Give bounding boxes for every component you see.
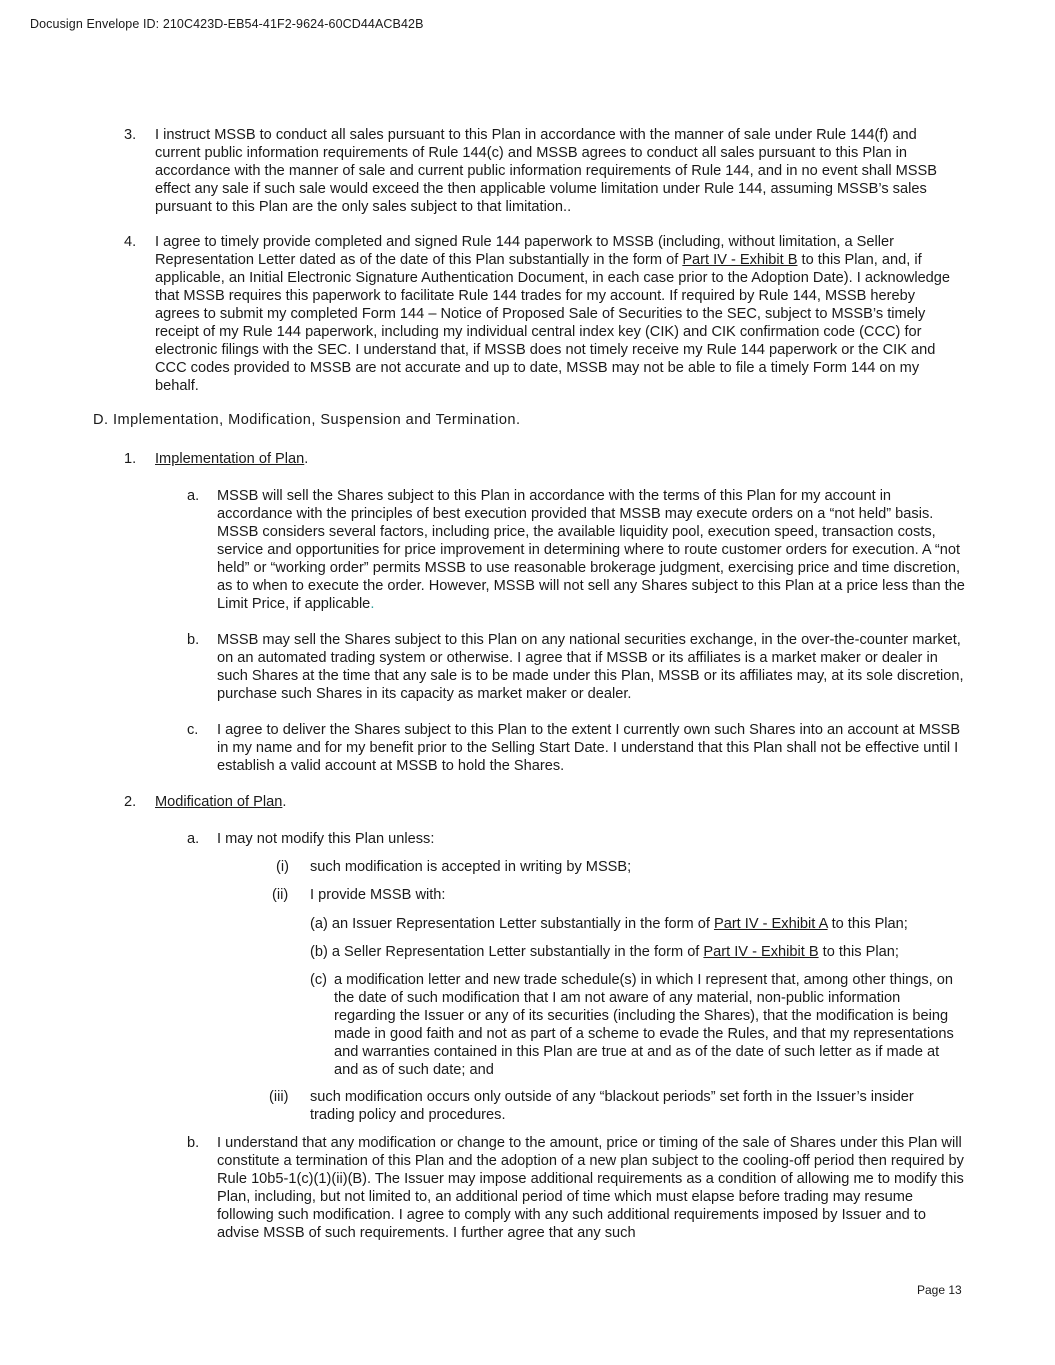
paragraph: I may not modify this Plan unless: <box>217 831 435 847</box>
item-label: (i) <box>276 859 289 875</box>
paragraph <box>155 233 963 395</box>
paragraph: I understand that any modification or change to the amount, price or timing of the sale of Shares under this Plan will constitute a termination of this Plan and the adoption of a new plan subject to the cooling-off period then required by Rule 10b5-1(c)(1)(ii)(B). The Issuer may impose additional requirements as a condition of allowing me to modify this Plan, including, but not limited to, an additional period of time which must elapse before trading may resume following such modification. I agree to comply with any such additional requirements imposed by Issuer and to advise MSSB of such requirements. I further agree that any such <box>217 1135 964 1241</box>
subsection-title: Modification of Plan. <box>155 794 287 810</box>
item-label: (ii) <box>272 887 289 903</box>
envelope-id: Docusign Envelope ID: 210C423D-EB54-41F2-9624-60CD44ACB42B <box>30 17 424 31</box>
paragraph-text: to this Plan; <box>827 916 908 932</box>
paragraph: I provide MSSB with: <box>310 887 446 903</box>
item-number: 2. <box>124 794 137 810</box>
item-number: 3. <box>124 127 137 143</box>
paragraph: such modification is accepted in writing by MSSB; <box>310 859 632 875</box>
item-label: a. <box>187 488 200 504</box>
paragraph-text: to this Plan, and, if applicable, an Initial Electronic Signature Authentication Document, in each case prior to the Adoption Date). I acknowledge that MSSB requires this paperwork to facilitate Rule 144 trades for my account. If required by Rule 144, MSSB hereby agrees to submit my completed Form 144 – Notice of Proposed Sale of Securities to the SEC, subject to MSSB’s timely receipt of my Rule 144 paperwork, including my individual central index key (CIK) and CIK confirmation code (CCC) for electronic filings with the SEC. I understand that, if MSSB does not timely receive my Rule 144 paperwork or the CIK and CCC codes provided to MSSB are not accurate and up to date, MSSB may not be able to file a timely Form 144 on my behalf. <box>155 252 951 394</box>
paragraph: such modification occurs only outside of any “blackout periods” set forth in the Issuer’s insider trading policy and procedures. <box>310 1089 914 1123</box>
paragraph: MSSB may sell the Shares subject to this Plan on any national securities exchange, in the over-the-counter market, on an automated trading system or otherwise. I agree that if MSSB or its affiliates is a market maker or dealer in such Shares at the time that any sale is to be made under this Plan, MSSB or its affiliates may, at its sole discretion, purchase such Shares in its capacity as market maker or dealer. <box>217 632 964 702</box>
item-label: (iii) <box>269 1089 289 1105</box>
section-heading: D. Implementation, Modification, Suspension and Termination. <box>93 412 521 428</box>
paragraph <box>310 915 970 933</box>
paragraph <box>310 943 970 961</box>
exhibit-b-link[interactable]: Part IV - Exhibit B <box>703 944 819 960</box>
implementation-title: Implementation of Plan <box>155 451 305 467</box>
subsection-title: Implementation of Plan. <box>155 451 309 467</box>
item-number: 4. <box>124 234 137 250</box>
paragraph: MSSB will sell the Shares subject to this Plan in accordance with the terms of this Plan for my account in accordance with the principles of best execution provided that MSSB may execute orders on a “not held” basis. MSSB considers several factors, including price, the available liquidity pool, execution speed, transaction costs, service and opportunities for price improvement in determining where to route customer orders for execution. A “not held” or “working order” permits MSSB to use reasonable brokerage judgment, exercising price and time discretion, as to when to execute the order. However, MSSB will not sell any Shares subject to this Plan at a price less than the Limit Price, if applicable. <box>217 488 965 612</box>
item-label: a. <box>187 831 200 847</box>
paragraph: a modification letter and new trade schedule(s) in which I represent that, among other things, on the date of such modification that I am not aware of any material, non-public information regarding the Issuer or any of its securities (including the Shares), that the modification is being made in good faith and not as part of a scheme to evade the Rules, and that my representations and warranties contained in this Plan are true at and as of the date of such letter as if made at and as of such date; and <box>334 972 954 1078</box>
item-label: b. <box>187 1135 200 1151</box>
item-label: (c) <box>310 972 328 988</box>
item-number: 1. <box>124 451 137 467</box>
modification-title: Modification of Plan <box>155 794 283 810</box>
item-label: c. <box>187 722 199 738</box>
paragraph-text: (a) an Issuer Representation Letter substantially in the form of <box>310 916 714 932</box>
item-label: b. <box>187 632 200 648</box>
paragraph-text: I agree to timely provide completed and signed Rule 144 paperwork to MSSB (including, without limitation, a Seller Representation Letter dated as of the date of this Plan substantially in the form of <box>155 234 894 268</box>
paragraph: I agree to deliver the Shares subject to this Plan to the extent I currently own such Shares into an account at MSSB in my name and for my benefit prior to the Selling Start Date. I understand that this Plan shall not be effective until I establish a valid account at MSSB to hold the Shares. <box>217 722 961 774</box>
paragraph-text: (b) a Seller Representation Letter substantially in the form of <box>310 944 704 960</box>
paragraph-text: MSSB will sell the Shares subject to this Plan in accordance with the terms of this Plan for my account in accordance with the principles of best execution provided that MSSB may execute orders on a “not held” basis. MSSB considers several factors, including price, the available liquidity pool, execution speed, transaction costs, service and opportunities for price improvement in determining where to route customer orders for execution. A “not held” or “working order” permits MSSB to use reasonable brokerage judgment, exercising price and time discretion, as to when to execute the order. However, MSSB will not sell any Shares subject to this Plan at a price less than the Limit Price, if applicable <box>217 488 965 612</box>
page-number: Page 13 <box>917 1283 962 1297</box>
exhibit-a-link[interactable]: Part IV - Exhibit A <box>713 916 828 932</box>
paragraph: I instruct MSSB to conduct all sales pursuant to this Plan in accordance with the manner of sale under Rule 144(f) and current public information requirements of Rule 144(c) and MSSB agrees to conduct all sales pursuant to this Plan in accordance with the manner of sale and current public information requirements of Rule 144, and in no event shall MSSB effect any sale if such sale would exceed the then applicable volume limitation under Rule 144, assuming MSSB’s sales pursuant to this Plan are the only sales subject to that limitation.. <box>155 127 938 215</box>
exhibit-b-link[interactable]: Part IV - Exhibit B <box>682 252 798 268</box>
paragraph-text: to this Plan; <box>818 944 899 960</box>
